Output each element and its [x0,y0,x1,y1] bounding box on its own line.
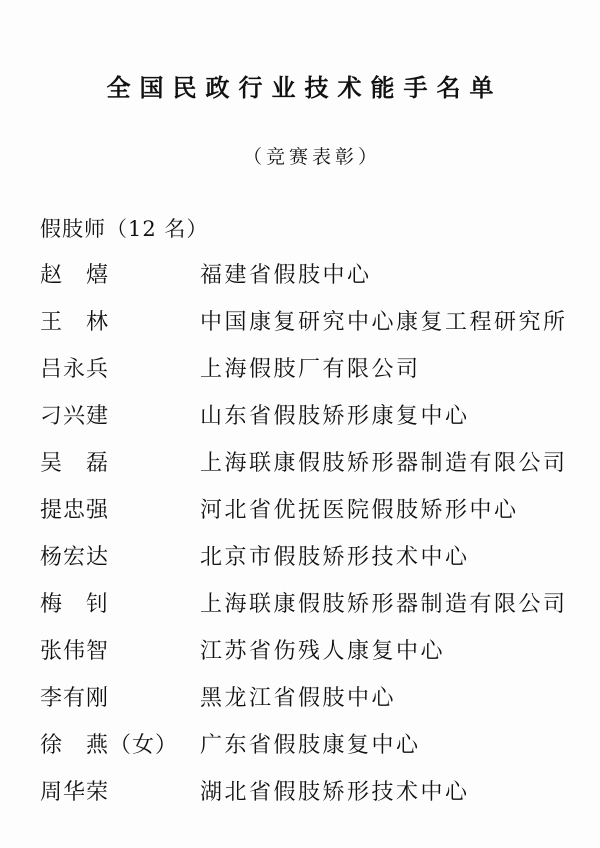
member-organization: 上海联康假肢矫形器制造有限公司 [200,451,568,476]
member-organization: 福建省假肢中心 [200,263,372,288]
list-item [40,534,580,581]
list-item [40,675,580,722]
member-name: 李有刚 [40,686,110,711]
member-name: 赵 熺 [40,263,110,288]
list-item [40,487,580,534]
member-name: 吕永兵 [40,357,110,382]
member-organization: 黑龙江省假肢中心 [200,686,397,711]
member-name: 刁兴建 [40,404,110,429]
list-item [40,440,580,487]
section-heading: 假肢师（12 名） [40,217,209,241]
member-name: 提忠强 [40,498,110,523]
list-item [40,628,580,675]
member-organization: 上海联康假肢矫形器制造有限公司 [200,592,568,617]
member-organization: 广东省假肢康复中心 [200,733,421,758]
member-name: 吴 磊 [40,451,110,476]
list-item [40,252,580,299]
list-item [40,581,580,628]
list-item [40,769,580,816]
member-name: 周华荣 [40,780,110,805]
member-name: 王 林 [40,310,110,335]
member-name: 梅 钊 [40,592,110,617]
member-name: 张伟智 [40,639,110,664]
member-organization: 上海假肢厂有限公司 [200,357,421,382]
list-item [40,722,580,769]
member-organization: 中国康复研究中心康复工程研究所 [200,310,568,335]
list-item [40,346,580,393]
member-organization: 河北省优抚医院假肢矫形中心 [200,498,519,523]
member-organization: 山东省假肢矫形康复中心 [200,404,470,429]
member-organization: 湖北省假肢矫形技术中心 [200,780,470,805]
member-name: 徐 燕（女） [40,733,179,758]
list-item [40,299,580,346]
document-title: 全国民政行业技术能手名单 [106,73,503,102]
member-organization: 北京市假肢矫形技术中心 [200,545,470,570]
member-list [40,252,580,816]
document-subtitle: （竞赛表彰） [242,146,381,168]
member-name: 杨宏达 [40,545,110,570]
list-item [40,393,580,440]
member-organization: 江苏省伤残人康复中心 [200,639,446,664]
